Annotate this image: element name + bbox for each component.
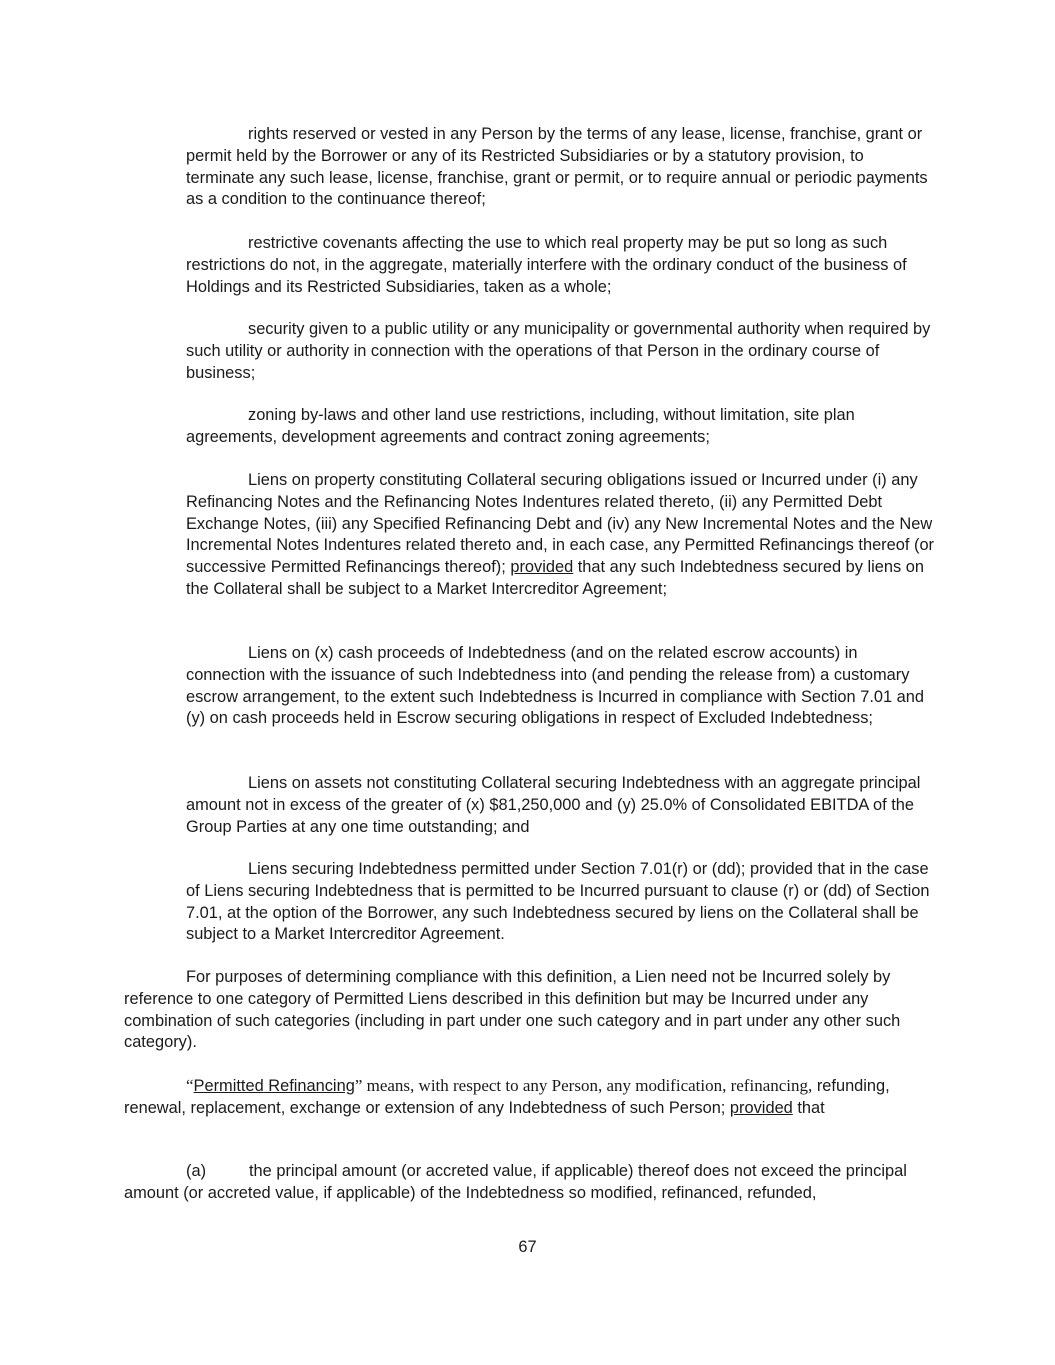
clause-text: security given to a public utility or any municipality or governmental authority when required by such utility or authority in connection with the operations of that Person in the ordinary course of business; bbox=[186, 320, 931, 382]
clause-refinancing-notes bbox=[186, 470, 936, 601]
item-text: the principal amount (or accreted value, if applicable) thereof does not exceed the principal amount (or accreted value, if applicable) of the Indebtedness so modified, refinanced, refunded, bbox=[124, 1162, 907, 1202]
definition-text: ” means, with respect to any Person, any modification, refinancing, bbox=[354, 1076, 813, 1095]
clause-restrictive-covenants bbox=[186, 233, 936, 298]
clause-text: that any such Indebtedness secured by liens on the Collateral shall be subject to a Market Intercreditor Agreement; bbox=[186, 558, 925, 598]
clause-public-utility-security bbox=[186, 319, 936, 384]
page-number: 67 bbox=[518, 1238, 537, 1256]
paragraph-text: For purposes of determining compliance with this definition, a Lien need not be Incurred solely by reference to one category of Permitted Liens described in this definition but may be Incurred under any combination of such categories (including in part under one such category and in part under any other such category). bbox=[124, 968, 901, 1052]
open-quote: “ bbox=[186, 1076, 194, 1095]
clause-non-collateral-assets bbox=[186, 773, 936, 838]
permitted-refinancing-definition bbox=[124, 1075, 936, 1120]
definition-text: that bbox=[792, 1098, 825, 1117]
clause-zoning bbox=[186, 405, 936, 449]
defined-term: Permitted Refinancing bbox=[193, 1077, 355, 1095]
clause-text: Liens on assets not constituting Collateral securing Indebtedness with an aggregate principal amount not in excess of the greater of (x) $81,250,000 and (y) 25.0% of Consolidated EBITDA of the Group Parties at any one time outstanding; and bbox=[186, 774, 921, 836]
clause-text: restrictive covenants affecting the use to which real property may be put so long as such restrictions do not, in the aggregate, materially interfere with the ordinary conduct of the business of Holdings and its Restricted Subsidiaries, taken as a whole; bbox=[186, 234, 907, 296]
clause-section-701 bbox=[186, 859, 936, 946]
item-label: (a) bbox=[186, 1162, 207, 1180]
clause-text: Liens on property constituting Collateral securing obligations issued or Incurred under (i) any Refinancing Notes and the Refinancing Notes Indentures related thereto, (ii) any Permitted Debt Exchange Notes, (iii) any Specified Refinancing Debt and (iv) any New Incremental Notes and the New Incremental Notes Indentures related thereto and, in each case, any Permitted Refinancings thereof (or successive Permitted Refinancings thereof); bbox=[186, 471, 935, 577]
clause-text: rights reserved or vested in any Person by the terms of any lease, license, franchise, grant or permit held by the Borrower or any of its Restricted Subsidiaries or by a statutory provision, to terminate any such lease, license, franchise, grant or permit, or to require annual or periodic payments as a condition to the continuance thereof; bbox=[186, 125, 928, 209]
clause-lease-rights bbox=[186, 124, 936, 211]
definition-text: refunding, renewal, replacement, exchange or extension of any Indebtedness of such Person; bbox=[124, 1077, 890, 1117]
clause-text: Liens on (x) cash proceeds of Indebtedness (and on the related escrow accounts) in connection with the issuance of such Indebtedness into (and pending the release from) a customary escrow arrangement, to the extent such Indebtedness is Incurred in compliance with Section 7.01 and (y) on cash proceeds held in Escrow securing obligations in respect of Excluded Indebtedness; bbox=[186, 644, 925, 728]
clause-text: zoning by-laws and other land use restrictions, including, without limitation, site plan agreements, development agreements and contract zoning agreements; bbox=[186, 406, 855, 446]
compliance-paragraph bbox=[124, 967, 936, 1054]
provided-term: provided bbox=[510, 558, 574, 577]
item-a bbox=[124, 1161, 936, 1205]
provided-term: provided bbox=[729, 1098, 793, 1117]
clause-text: Liens securing Indebtedness permitted under Section 7.01(r) or (dd); provided that in the case of Liens securing Indebtedness that is permitted to be Incurred pursuant to clause (r) or (dd) of Section 7.01, at the option of the Borrower, any such Indebtedness secured by liens on the Collateral shall be subject to a Market Intercreditor Agreement. bbox=[186, 860, 930, 944]
clause-escrow bbox=[186, 643, 936, 730]
